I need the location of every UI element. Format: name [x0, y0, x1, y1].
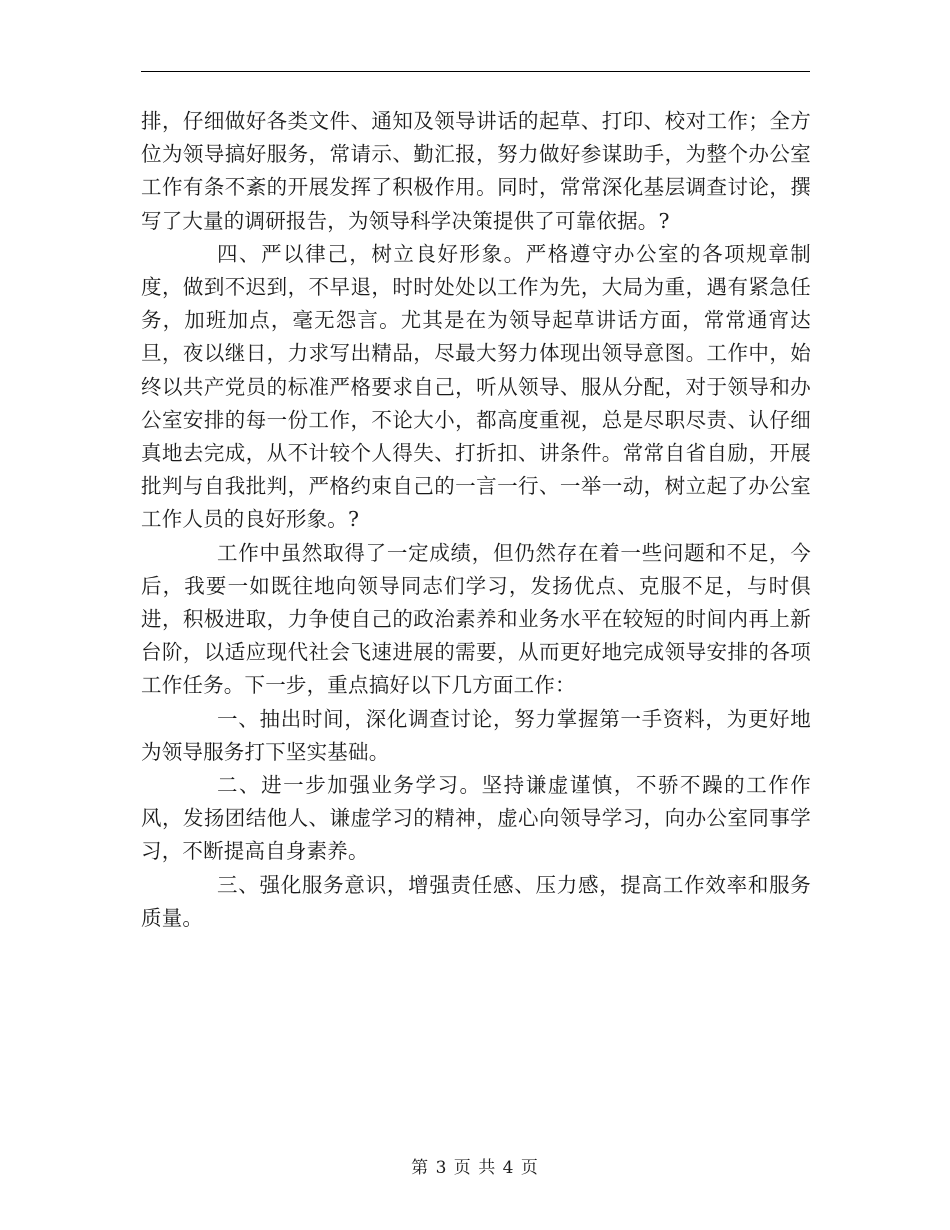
- paragraph-3: 工作中虽然取得了一定成绩，但仍然存在着一些问题和不足，今后，我要一如既往地向领导同志们学习，发扬优点、克服不足，与时俱进，积极进取，力争使自己的政治素养和业务水平在较短的时间内再上新台阶，以适应现代社会飞速进展的需要，从而更好地完成领导安排的各项工作任务。下一步，重点搞好以下几方面工作：: [141, 540, 811, 698]
- paragraph-4: 一、抽出时间，深化调查讨论，努力掌握第一手资料，为更好地为领导服务打下坚实基础。: [141, 706, 811, 764]
- document-body: [141, 105, 811, 935]
- paragraph-1: 排，仔细做好各类文件、通知及领导讲话的起草、打印、校对工作；全方位为领导搞好服务，常请示、勤汇报，努力做好参谋助手，为整个办公室工作有条不紊的开展发挥了积极作用。同时，常常深化基层调查讨论，撰写了大量的调研报告，为领导科学决策提供了可靠依据。?: [141, 109, 811, 233]
- header-rule: [141, 71, 810, 72]
- page-number-footer: 第 3 页 共 4 页: [411, 1158, 539, 1178]
- paragraph-6: 三、强化服务意识，增强责任感、压力感，提高工作效率和服务质量。: [141, 872, 811, 930]
- paragraph-5: 二、进一步加强业务学习。坚持谦虚谨慎，不骄不躁的工作作风，发扬团结他人、谦虚学习的精神，虚心向领导学习，向办公室同事学习，不断提高自身素养。: [141, 773, 811, 864]
- paragraph-2: 四、严以律己，树立良好形象。严格遵守办公室的各项规章制度，做到不迟到，不早退，时时处处以工作为先，大局为重，遇有紧急任务，加班加点，毫无怨言。尤其是在为领导起草讲话方面，常常通宵达旦，夜以继日，力求写出精品，尽最大努力体现出领导意图。工作中，始终以共产党员的标准严格要求自己，听从领导、服从分配，对于领导和办公室安排的每一份工作，不论大小，都高度重视，总是尽职尽责、认仔细真地去完成，从不计较个人得失、打折扣、讲条件。常常自省自励，开展批判与自我批判，严格约束自己的一言一行、一举一动，树立起了办公室工作人员的良好形象。?: [141, 241, 811, 532]
